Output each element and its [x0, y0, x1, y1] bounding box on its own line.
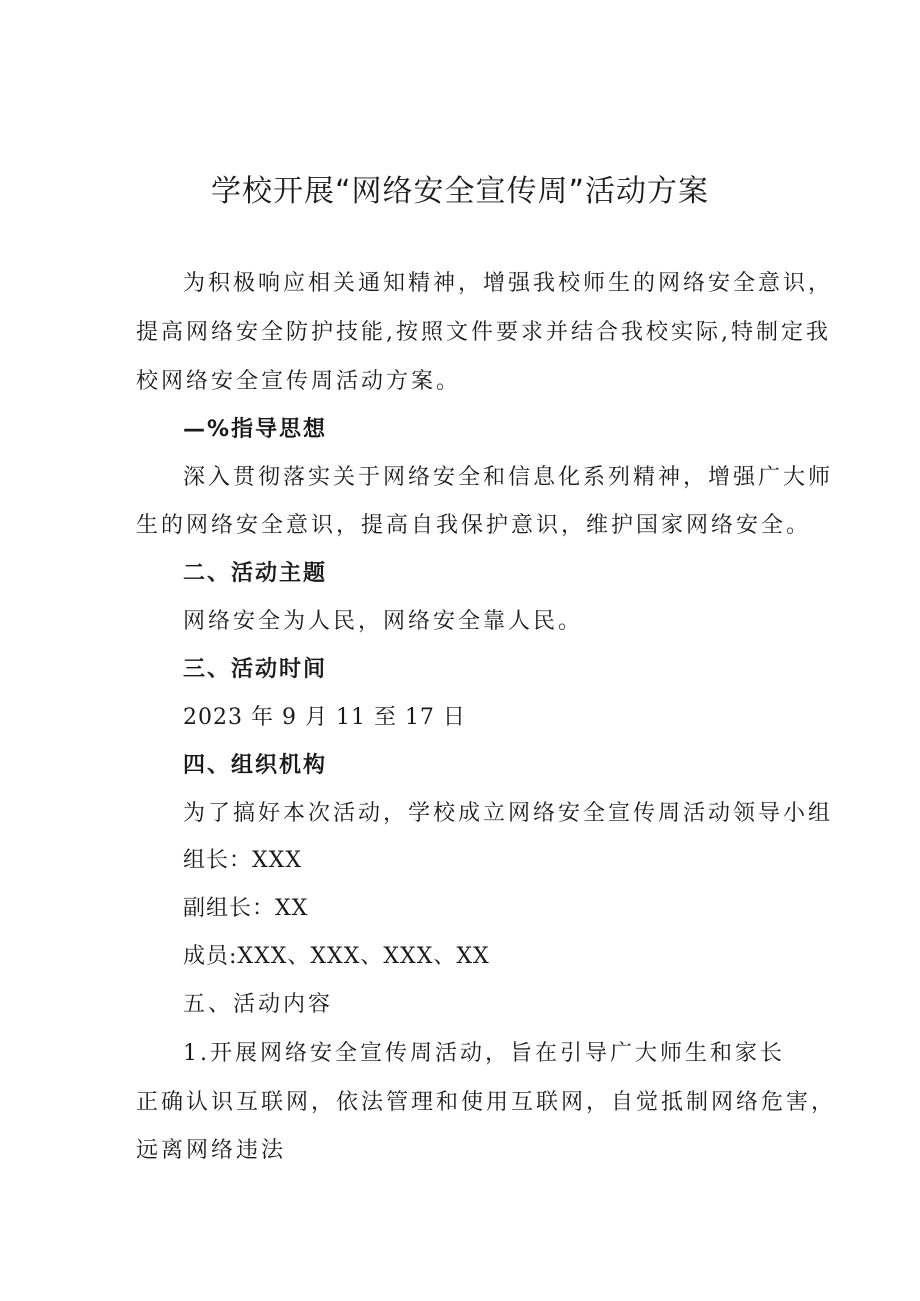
section-heading-activity-theme: 二、活动主题 — [183, 561, 328, 586]
activity-content-item-1-line-3: 远离网络违法 — [136, 1138, 287, 1163]
organization-intro: 为了搞好本次活动，学校成立网络安全宣传周活动领导小组 — [183, 801, 834, 826]
guiding-ideology-line-1: 深入贯彻落实关于网络安全和信息化系列精神，增强广大师 — [183, 465, 834, 490]
deputy-group-leader: 副组长：XX — [183, 896, 309, 921]
group-members: 成员:XXX、XXX、XXX、XX — [183, 944, 490, 969]
section-heading-activity-time: 三、活动时间 — [183, 657, 328, 682]
section-heading-guiding-ideology: —%指导思想 — [183, 417, 328, 442]
guiding-ideology-line-2: 生的网络安全意识，提高自我保护意识，维护国家网络安全。 — [136, 513, 812, 538]
activity-content-item-1-line-2: 正确认识互联网，依法管理和使用互联网，自觉抵制网络危害， — [136, 1090, 837, 1115]
activity-theme-text: 网络安全为人民，网络安全靠人民。 — [183, 609, 584, 634]
page-title: 学校开展“网络安全宣传周”活动方案 — [210, 174, 710, 209]
group-leader: 组长：XXX — [183, 848, 302, 873]
intro-line-1: 为积极响应相关通知精神，增强我校师生的网络安全意识， — [183, 271, 834, 296]
intro-line-3: 校网络安全宣传周活动方案。 — [136, 369, 462, 394]
section-heading-organization: 四、组织机构 — [183, 753, 328, 778]
activity-content-item-1-line-1: 1.开展网络安全宣传周活动，旨在引导广大师生和家长 — [183, 1041, 785, 1066]
section-heading-activity-content: 五、活动内容 — [183, 992, 334, 1017]
activity-time-text: 2023 年 9 月 11 至 17 日 — [183, 705, 466, 730]
intro-line-2: 提高网络安全防护技能,按照文件要求并结合我校实际,特制定我 — [136, 320, 831, 345]
